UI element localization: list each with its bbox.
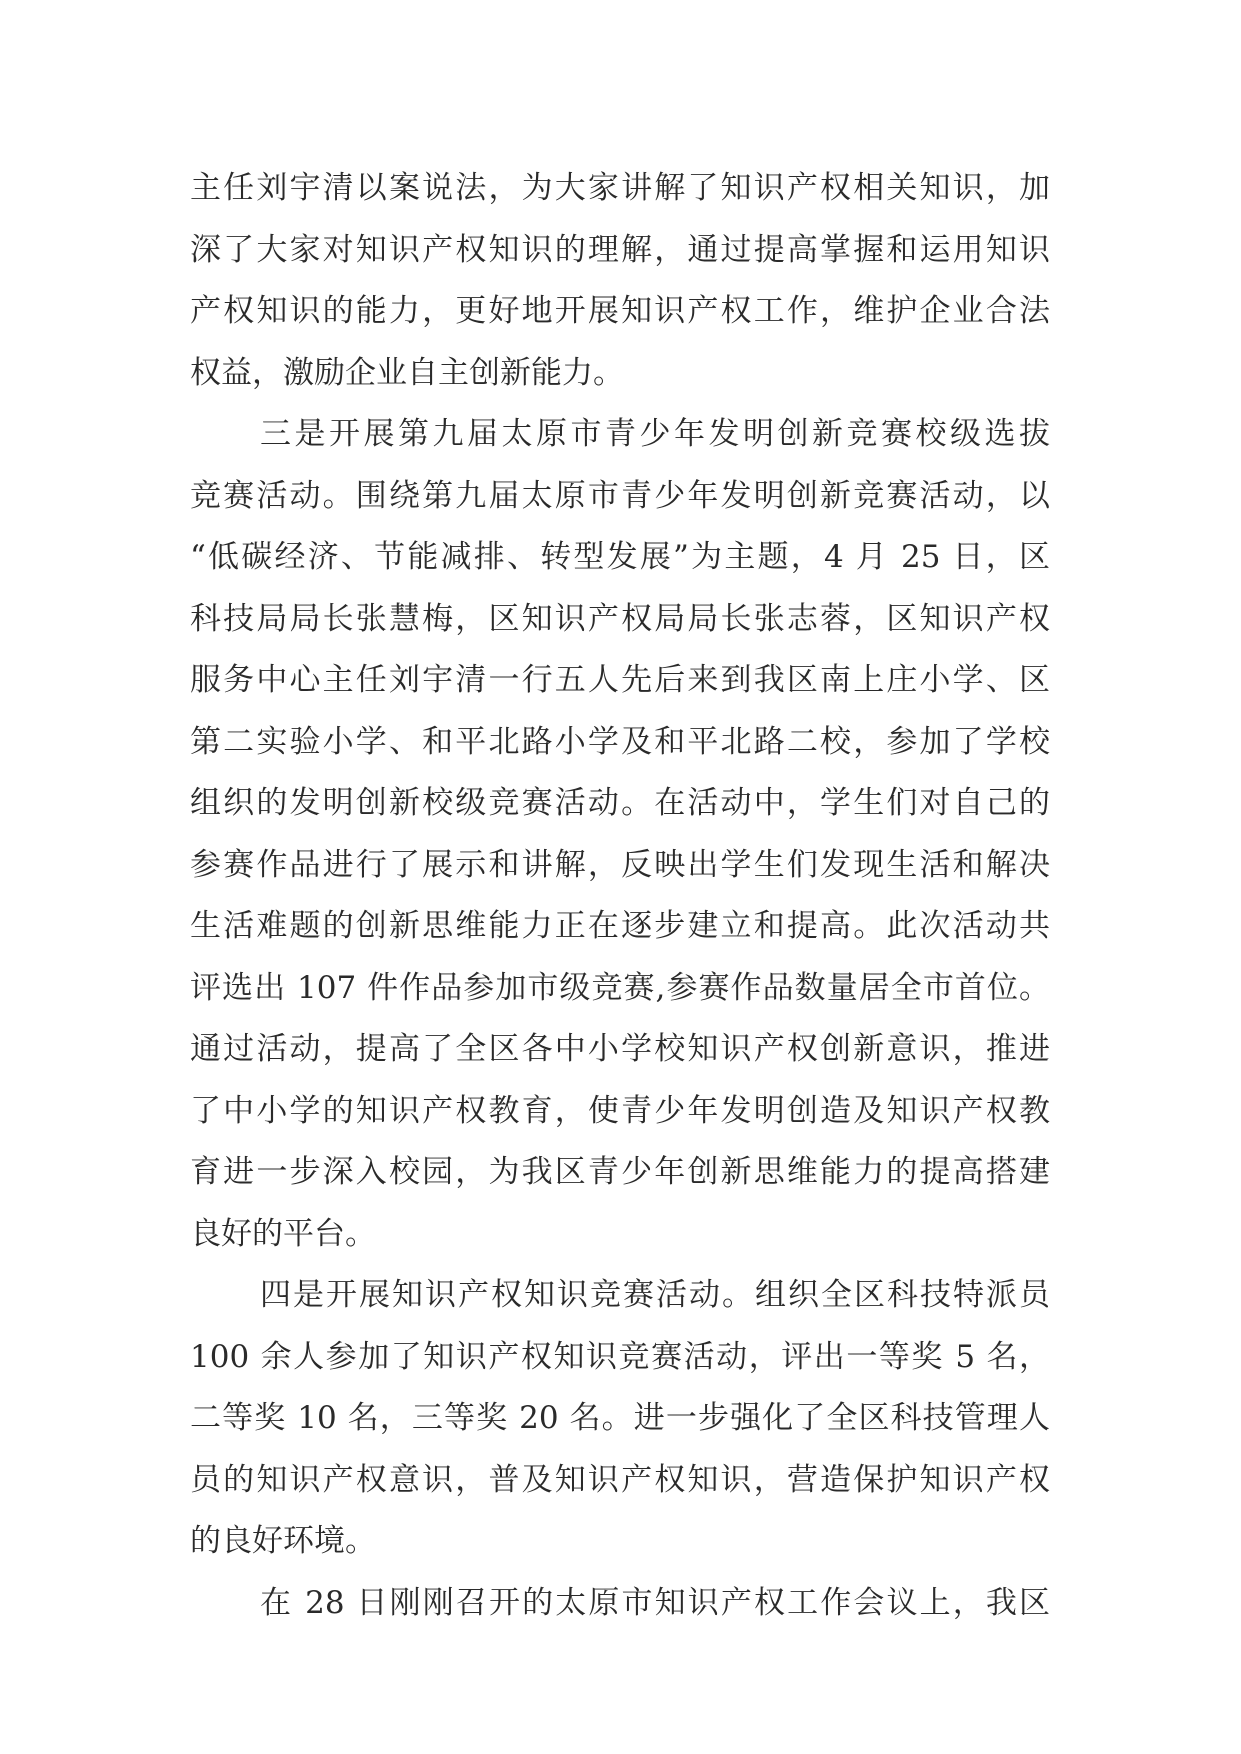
text-line: 良好的平台。 <box>190 1215 376 1252</box>
text-line: 产权知识的能力，更好地开展知识产权工作，维护企业合法 <box>190 293 1050 329</box>
text-line: “低碳经济、节能减排、转型发展”为主题，4 月 25 日，区 <box>190 539 1050 575</box>
body-text <box>190 158 1050 1634</box>
text-line: 主任刘宇清以案说法，为大家讲解了知识产权相关知识，加 <box>190 170 1050 206</box>
text-line: 通过活动，提高了全区各中小学校知识产权创新意识，推进 <box>190 1031 1050 1067</box>
text-line: 生活难题的创新思维能力正在逐步建立和提高。此次活动共 <box>190 908 1050 944</box>
text-line: 了中小学的知识产权教育，使青少年发明创造及知识产权教 <box>190 1092 1050 1129</box>
text-line: 二等奖 10 名，三等奖 20 名。进一步强化了全区科技管理人 <box>190 1400 1050 1436</box>
text-line: 员的知识产权意识，普及知识产权知识，营造保护知识产权 <box>190 1461 1050 1498</box>
text-line: 参赛作品进行了展示和讲解，反映出学生们发现生活和解决 <box>190 846 1050 883</box>
text-line: 三是开展第九届太原市青少年发明创新竞赛校级选拔 <box>260 416 1050 452</box>
text-line: 科技局局长张慧梅，区知识产权局局长张志蓉，区知识产权 <box>190 600 1050 637</box>
text-line: 100 余人参加了知识产权知识竞赛活动，评出一等奖 5 名， <box>190 1338 1050 1375</box>
text-line: 组织的发明创新校级竞赛活动。在活动中，学生们对自己的 <box>190 785 1050 821</box>
text-line: 深了大家对知识产权知识的理解，通过提高掌握和运用知识 <box>190 231 1050 268</box>
text-line: 竞赛活动。围绕第九届太原市青少年发明创新竞赛活动，以 <box>190 477 1050 514</box>
text-line: 四是开展知识产权知识竞赛活动。组织全区科技特派员 <box>260 1277 1050 1313</box>
text-line: 在 28 日刚刚召开的太原市知识产权工作会议上，我区 <box>260 1584 1050 1621</box>
text-line: 权益，激励企业自主创新能力。 <box>190 354 624 391</box>
text-line: 的良好环境。 <box>190 1523 376 1559</box>
text-line: 育进一步深入校园，为我区青少年创新思维能力的提高搭建 <box>190 1154 1050 1190</box>
text-line: 评选出 107 件作品参加市级竞赛,参赛作品数量居全市首位。 <box>190 969 1050 1006</box>
text-line: 第二实验小学、和平北路小学及和平北路二校，参加了学校 <box>190 723 1050 760</box>
text-line: 服务中心主任刘宇清一行五人先后来到我区南上庄小学、区 <box>190 662 1050 698</box>
